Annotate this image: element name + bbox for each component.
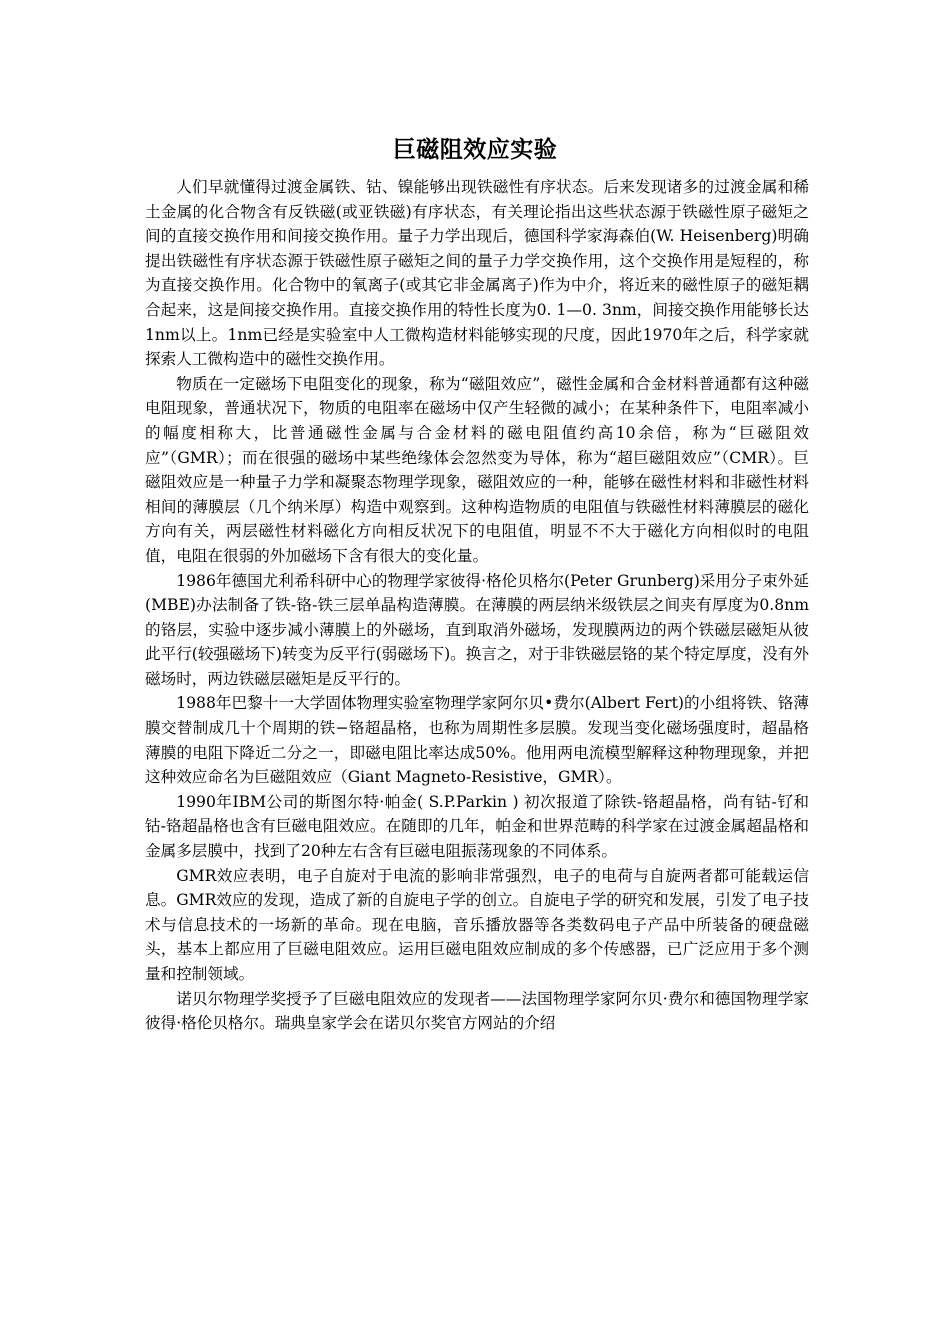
paragraph-parkin-1990: 1990年IBM公司的斯图尔特·帕金( S.P.Parkin ) 初次报道了除铁-铬超晶格，尚有钴-钌和钴-铬超晶格也含有巨磁电阻效应。在随即的几年，帕金和世界范畴的科学家在过渡金属超晶格和金属多层膜中，找到了20种左右含有巨磁电阻振荡现象的不同体系。	[145, 792, 809, 861]
paragraph-nobel-prize: 诺贝尔物理学奖授予了巨磁电阻效应的发现者——法国物理学家阿尔贝·费尔和德国物理学家彼得·格伦贝格尔。瑞典皇家学会在诺贝尔奖官方网站的介绍	[145, 989, 809, 1033]
document-title: 巨磁阻效应实验	[392, 136, 558, 163]
paragraph-fert-1988: 1988年巴黎十一大学固体物理实验室物理学家阿尔贝•费尔(Albert Fert)的小组将铁、铬薄膜交替制成几十个周期的铁−铬超晶格，也称为周期性多层膜。发现当变化磁场强度时，超晶格薄膜的电阻下降近二分之一，即磁电阻比率达成50%。他用两电流模型解释这种物理现象，并把这种效应命名为巨磁阻效应（Giant Magneto-Resistive，GMR）。	[145, 694, 809, 787]
paragraph-grunberg-1986: 1986年德国尤利希科研中心的物理学家彼得·格伦贝格尔(Peter Grunberg)采用分子束外延(MBE)办法制备了铁-铬-铁三层单晶构造薄膜。在薄膜的两层纳米级铁层之间夹有厚度为0.8nm的铬层，实验中逐步减小薄膜上的外磁场，直到取消外磁场，发现膜两边的两个铁磁层磁矩从彼此平行(较强磁场下)转变为反平行(弱磁场下)。换言之，对于非铁磁层铬的某个特定厚度，没有外磁场时，两边铁磁层磁矩是反平行的。	[145, 571, 809, 688]
paragraph-magnetoresistance: 物质在一定磁场下电阻变化的现象，称为“磁阻效应”，磁性金属和合金材料普通都有这种磁电阻现象，普通状况下，物质的电阻率在磁场中仅产生轻微的减小；在某种条件下，电阻率减小的幅度相称大，比普通磁性金属与合金材料的磁电阻值约高10余倍，称为“巨磁阻效应”（GMR）；而在很强的磁场中某些绝缘体会忽然变为导体，称为“超巨磁阻效应”（CMR）。巨磁阻效应是一种量子力学和凝聚态物理学现象，磁阻效应的一种，能够在磁性材料和非磁性材料相间的薄膜层（几个纳米厚）构造中观察到。这种构造物质的电阻值与铁磁性材料薄膜层的磁化方向有关，两层磁性材料磁化方向相反状况下的电阻值，明显不不大于磁化方向相似时的电阻值，电阻在很弱的外加磁场下含有很大的变化量。	[145, 374, 809, 565]
paragraph-exchange-interaction: 人们早就懂得过渡金属铁、钴、镍能够出现铁磁性有序状态。后来发现诸多的过渡金属和稀土金属的化合物含有反铁磁(或亚铁磁)有序状态，有关理论指出这些状态源于铁磁性原子磁矩之间的直接交换作用和间接交换作用。量子力学出现后，德国科学家海森伯(W. Heisenberg)明确提出铁磁性有序状态源于铁磁性原子磁矩之间的量子力学交换作用，这个交换作用是短程的，称为直接交换作用。化合物中的氧离子(或其它非金属离子)作为中介，将近来的磁性原子的磁矩耦合起来，这是间接交换作用。直接交换作用的特性长度为0. 1—0. 3nm，间接交换作用能够长达1nm以上。1nm已经是实验室中人工微构造材料能够实现的尺度，因此1970年之后，科学家就探索人工微构造中的磁性交换作用。	[145, 178, 809, 369]
paragraph-gmr-applications: GMR效应表明，电子自旋对于电流的影响非常强烈，电子的电荷与自旋两者都可能载运信息。GMR效应的发现，造成了新的自旋电子学的创立。自旋电子学的研究和发展，引发了电子技术与信息技术的一场新的革命。现在电脑，音乐播放器等各类数码电子产品中所装备的硬盘磁头，基本上都应用了巨磁电阻效应。运用巨磁电阻效应制成的多个传感器，已广泛应用于多个测量和控制领域。	[145, 866, 809, 983]
document-body	[145, 175, 809, 1036]
